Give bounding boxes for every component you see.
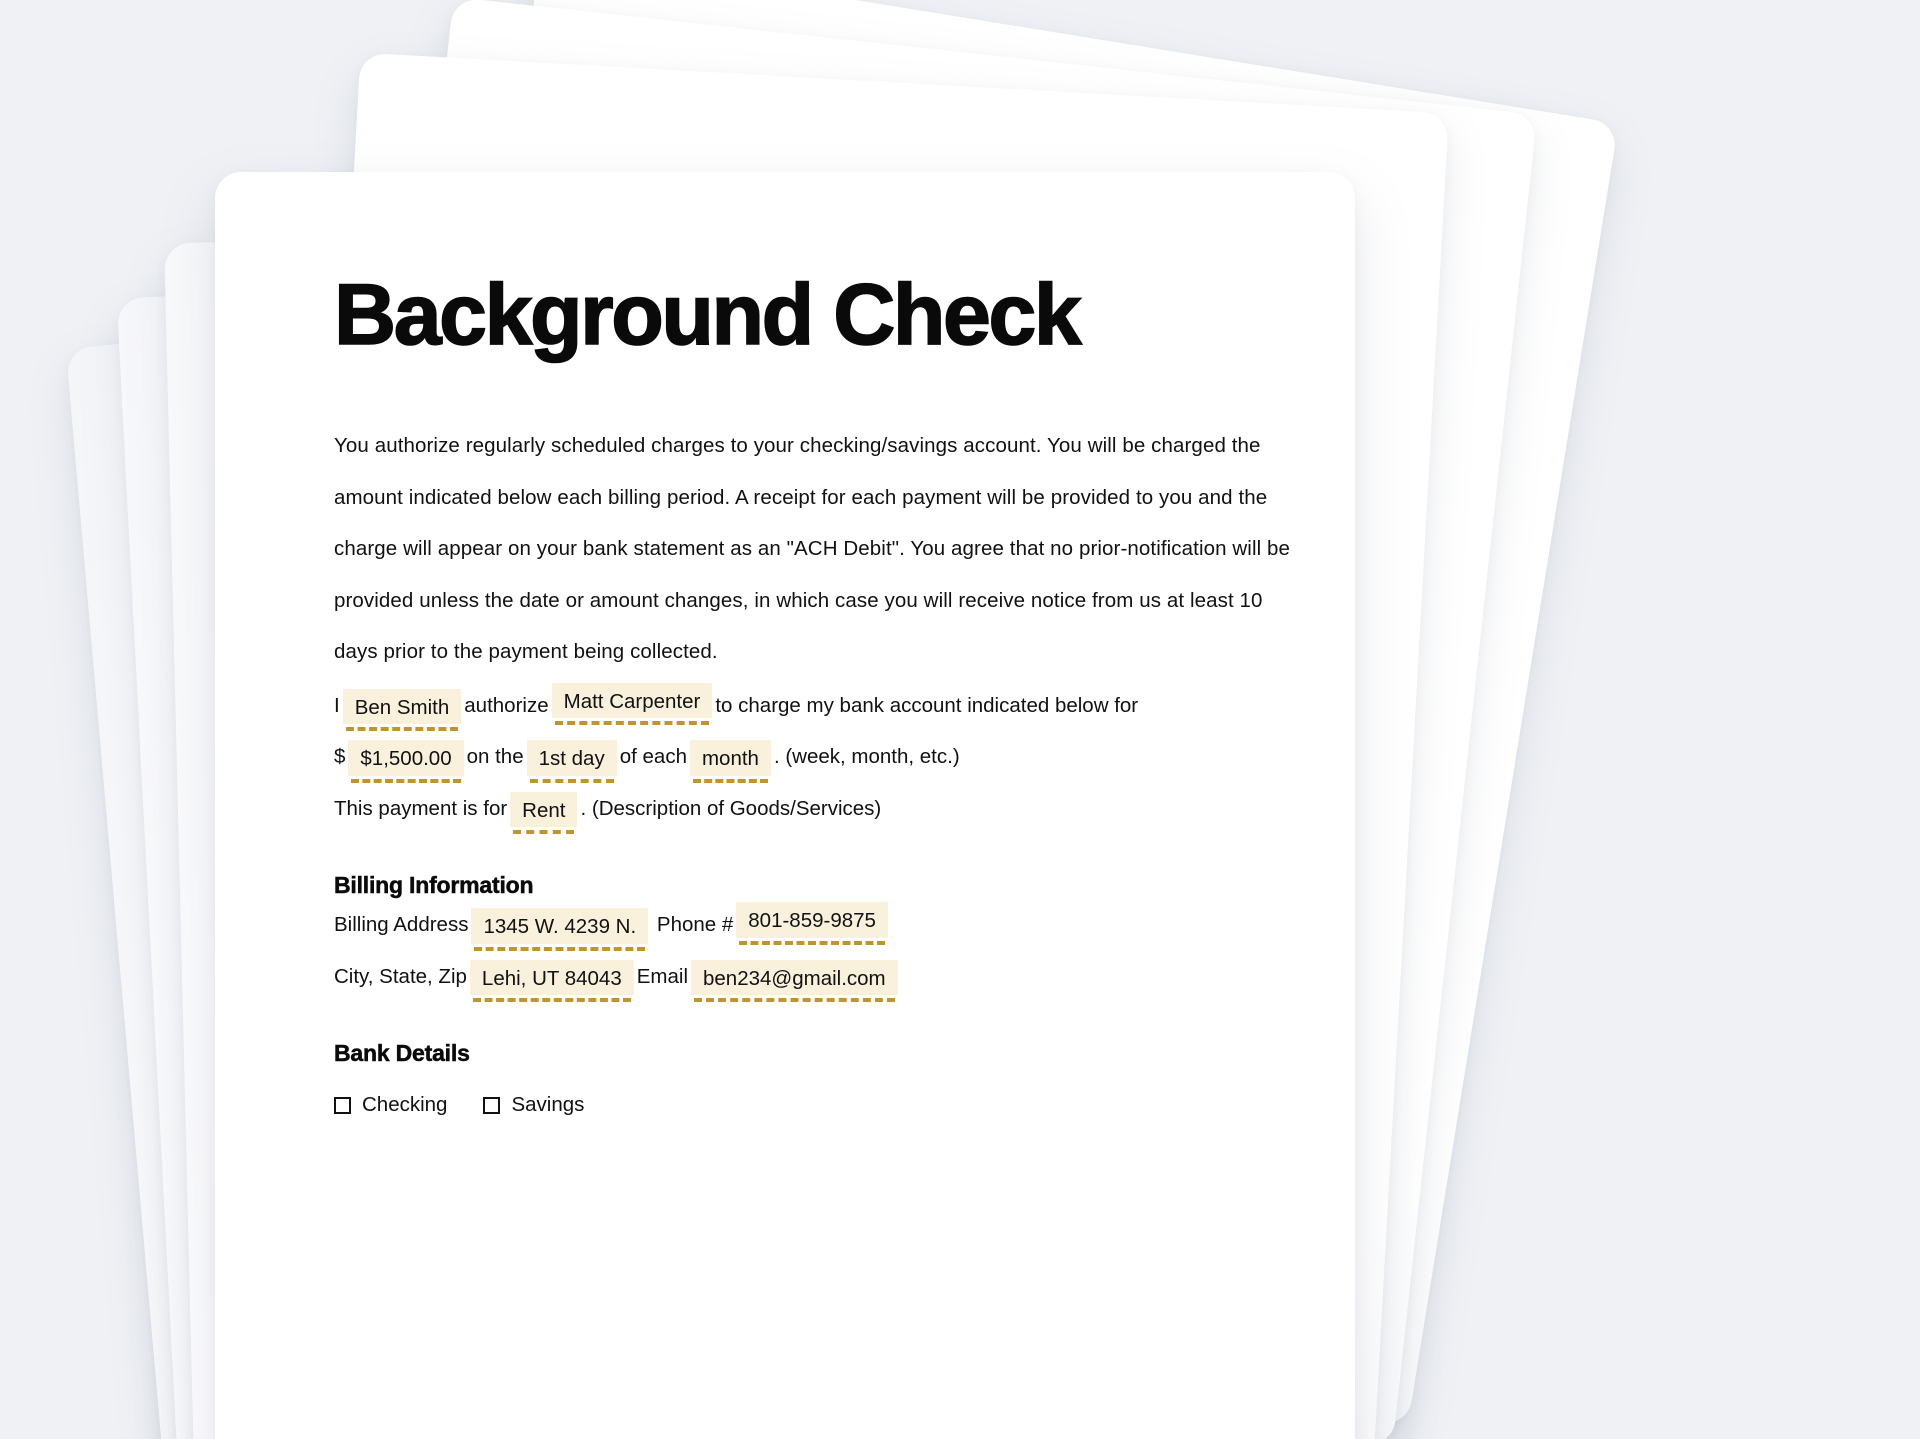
email-field[interactable]: ben234@gmail.com bbox=[691, 960, 898, 996]
currency-symbol-label: $ bbox=[334, 745, 346, 768]
authorization-intro-paragraph: You authorize regularly scheduled charges to your checking/savings account. You will be charged the amount indicated below each billing period. A receipt for each payment will be provided to you and the charge will appear on your bank statement as an "ACH Debit". You agree that no prior-notification will be provided unless the date or amount changes, in which case you will receive notice from us at least 10 days prior to the payment being collected. bbox=[334, 434, 1291, 663]
authorization-prefix-label: I bbox=[334, 693, 340, 717]
email-label: Email bbox=[636, 964, 688, 988]
of-each-label: of each bbox=[619, 745, 687, 768]
billing-address-label: Billing Address bbox=[334, 913, 469, 936]
payee-name-field[interactable]: Matt Carpenter bbox=[552, 683, 713, 719]
city-state-zip-label: City, State, Zip bbox=[334, 964, 467, 988]
page-title: Background Check bbox=[334, 267, 1080, 363]
checking-option-label: Checking bbox=[362, 1093, 448, 1116]
on-the-label: on the bbox=[466, 745, 524, 768]
authorization-mid-label: authorize bbox=[464, 693, 549, 717]
description-suffix-label: . (Description of Goods/Services) bbox=[580, 796, 882, 820]
billing-city-line bbox=[334, 951, 1302, 1003]
description-line bbox=[334, 783, 1302, 835]
amount-line bbox=[334, 731, 1302, 783]
document-content bbox=[334, 172, 1302, 1117]
phone-label: Phone # bbox=[656, 913, 734, 936]
authorization-suffix-label: to charge my bank account indicated below for bbox=[715, 693, 1139, 717]
amount-field[interactable]: $1,500.00 bbox=[348, 740, 463, 776]
billing-day-field[interactable]: 1st day bbox=[527, 740, 617, 776]
billing-address-field[interactable]: 1345 W. 4239 N. bbox=[471, 908, 648, 944]
checking-option[interactable] bbox=[334, 1093, 447, 1117]
checkbox-icon[interactable] bbox=[334, 1097, 351, 1114]
bank-details-heading: Bank Details bbox=[334, 1040, 470, 1066]
payer-name-field[interactable]: Ben Smith bbox=[343, 689, 462, 725]
description-prefix-label: This payment is for bbox=[334, 796, 508, 820]
phone-field[interactable]: 801-859-9875 bbox=[736, 902, 888, 938]
document-card bbox=[215, 172, 1355, 1439]
billing-address-line bbox=[334, 899, 1302, 951]
billing-information-heading: Billing Information bbox=[334, 872, 534, 898]
payment-description-field[interactable]: Rent bbox=[510, 792, 577, 828]
savings-option-label: Savings bbox=[511, 1093, 585, 1116]
checkbox-icon[interactable] bbox=[483, 1097, 500, 1114]
authorization-line bbox=[334, 678, 1302, 732]
bank-account-type-group bbox=[334, 1067, 1302, 1117]
amount-suffix-label: . (week, month, etc.) bbox=[773, 745, 960, 768]
billing-period-field[interactable]: month bbox=[690, 740, 771, 776]
savings-option[interactable] bbox=[483, 1093, 584, 1117]
city-state-zip-field[interactable]: Lehi, UT 84043 bbox=[470, 960, 634, 996]
